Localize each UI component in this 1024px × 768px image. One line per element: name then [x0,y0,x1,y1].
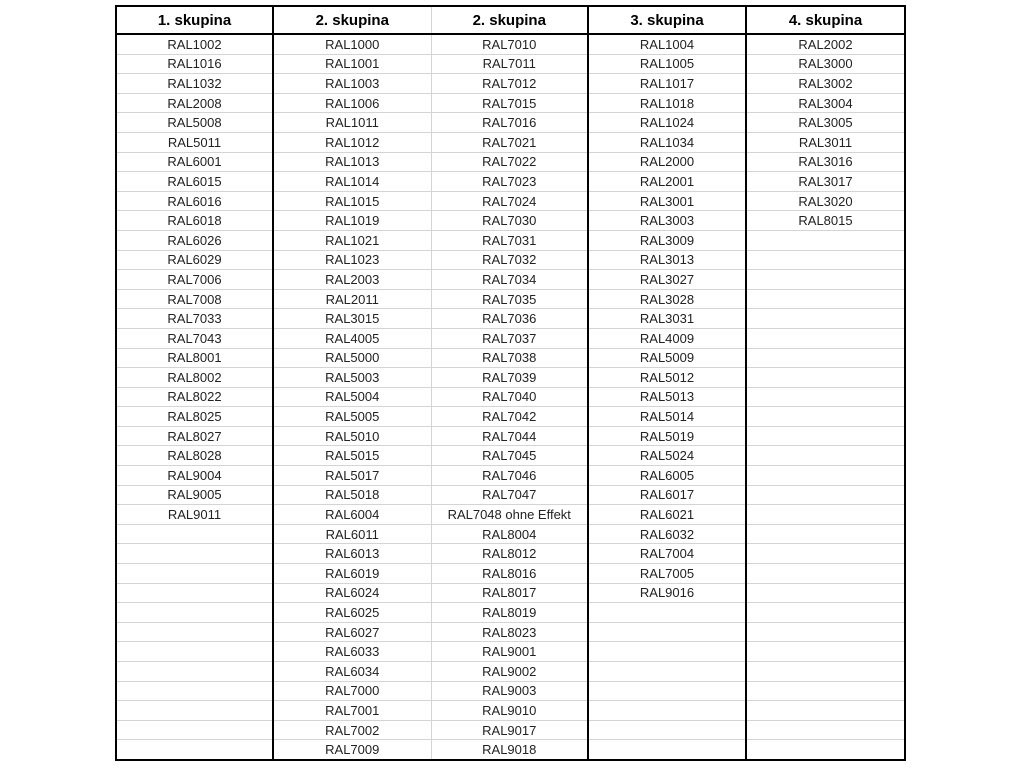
ral-cell-group-4 [746,720,905,740]
ral-cell-group-4 [746,466,905,486]
ral-cell-group-2a: RAL1001 [273,54,431,74]
ral-cell-group-2b: RAL7038 [431,348,588,368]
ral-cell-group-1: RAL8002 [116,368,273,388]
ral-cell-group-2b: RAL7023 [431,172,588,192]
ral-cell-group-4: RAL3017 [746,172,905,192]
ral-cell-group-4 [746,270,905,290]
ral-cell-group-2b: RAL7047 [431,485,588,505]
table-row [116,74,905,94]
ral-cell-group-2a: RAL6013 [273,544,431,564]
ral-cell-group-2b: RAL7024 [431,191,588,211]
ral-cell-group-3: RAL5013 [588,387,746,407]
ral-cell-group-4: RAL3004 [746,93,905,113]
table-row [116,289,905,309]
table-row [116,622,905,642]
ral-cell-group-2b: RAL8023 [431,622,588,642]
ral-cell-group-2b: RAL9001 [431,642,588,662]
ral-cell-group-3: RAL3027 [588,270,746,290]
ral-cell-group-2b: RAL7044 [431,426,588,446]
table-row [116,583,905,603]
table-row [116,54,905,74]
ral-cell-group-3: RAL2001 [588,172,746,192]
ral-cell-group-4 [746,564,905,584]
ral-cell-group-3: RAL5024 [588,446,746,466]
ral-cell-group-4: RAL2002 [746,34,905,54]
ral-cell-group-1: RAL6016 [116,191,273,211]
ral-cell-group-2a: RAL7002 [273,720,431,740]
ral-cell-group-2a: RAL1006 [273,93,431,113]
ral-cell-group-3: RAL6032 [588,524,746,544]
ral-cell-group-2a: RAL1011 [273,113,431,133]
ral-cell-group-2a: RAL4005 [273,328,431,348]
ral-cell-group-2b: RAL7010 [431,34,588,54]
ral-cell-group-3 [588,740,746,760]
ral-cell-group-4 [746,309,905,329]
ral-cell-group-1: RAL9011 [116,505,273,525]
ral-cell-group-2b: RAL9010 [431,701,588,721]
ral-cell-group-2a: RAL5003 [273,368,431,388]
ral-cell-group-4 [746,250,905,270]
ral-cell-group-2b: RAL7030 [431,211,588,231]
ral-cell-group-2b: RAL7022 [431,152,588,172]
table-row [116,93,905,113]
ral-cell-group-2a: RAL1013 [273,152,431,172]
ral-cell-group-2a: RAL5005 [273,407,431,427]
table-row [116,328,905,348]
table-row [116,505,905,525]
ral-cell-group-1: RAL1002 [116,34,273,54]
ral-cell-group-2b: RAL7045 [431,446,588,466]
ral-cell-group-2b: RAL9017 [431,720,588,740]
ral-cell-group-1: RAL8027 [116,426,273,446]
ral-cell-group-2a: RAL5018 [273,485,431,505]
ral-cell-group-3: RAL5009 [588,348,746,368]
table-row [116,642,905,662]
table-row [116,387,905,407]
ral-cell-group-2b: RAL7034 [431,270,588,290]
ral-cell-group-4 [746,230,905,250]
ral-cell-group-2a: RAL3015 [273,309,431,329]
ral-cell-group-1: RAL9005 [116,485,273,505]
ral-cell-group-2a: RAL1019 [273,211,431,231]
ral-cell-group-2a: RAL7000 [273,681,431,701]
ral-cell-group-2b: RAL7048 ohne Effekt [431,505,588,525]
ral-cell-group-3: RAL3028 [588,289,746,309]
ral-cell-group-2b: RAL7035 [431,289,588,309]
ral-cell-group-1: RAL6018 [116,211,273,231]
ral-cell-group-2a: RAL2011 [273,289,431,309]
table-row [116,407,905,427]
ral-cell-group-3: RAL4009 [588,328,746,348]
ral-cell-group-4 [746,368,905,388]
ral-cell-group-4 [746,583,905,603]
ral-cell-group-1: RAL7033 [116,309,273,329]
table-row [116,603,905,623]
ral-cell-group-2a: RAL6033 [273,642,431,662]
ral-cell-group-2b: RAL9002 [431,662,588,682]
table-row [116,720,905,740]
ral-cell-group-2b: RAL7042 [431,407,588,427]
ral-cell-group-1: RAL5011 [116,132,273,152]
ral-cell-group-1: RAL6029 [116,250,273,270]
table-row [116,172,905,192]
ral-cell-group-3 [588,662,746,682]
ral-cell-group-1 [116,740,273,760]
ral-cell-group-1: RAL9004 [116,466,273,486]
table-row [116,544,905,564]
ral-cell-group-1 [116,544,273,564]
ral-cell-group-2b: RAL7021 [431,132,588,152]
ral-cell-group-4 [746,485,905,505]
ral-cell-group-1: RAL8028 [116,446,273,466]
ral-cell-group-3: RAL7005 [588,564,746,584]
ral-cell-group-2b: RAL7039 [431,368,588,388]
ral-cell-group-1 [116,524,273,544]
ral-cell-group-1 [116,681,273,701]
ral-cell-group-1: RAL7008 [116,289,273,309]
ral-cell-group-1 [116,603,273,623]
table-row [116,34,905,54]
ral-cell-group-2a: RAL6025 [273,603,431,623]
ral-cell-group-1: RAL2008 [116,93,273,113]
ral-cell-group-2b: RAL7015 [431,93,588,113]
table-row [116,132,905,152]
ral-cell-group-1 [116,622,273,642]
ral-cell-group-2a: RAL1021 [273,230,431,250]
ral-cell-group-2b: RAL8004 [431,524,588,544]
ral-cell-group-3: RAL1017 [588,74,746,94]
header-group-4: 4. skupina [746,6,905,34]
ral-cell-group-2a: RAL6027 [273,622,431,642]
ral-cell-group-3: RAL1024 [588,113,746,133]
ral-cell-group-3: RAL1018 [588,93,746,113]
ral-cell-group-3 [588,720,746,740]
ral-cell-group-2a: RAL7009 [273,740,431,760]
ral-cell-group-1: RAL8025 [116,407,273,427]
ral-cell-group-1 [116,720,273,740]
ral-cell-group-4 [746,407,905,427]
ral-cell-group-1 [116,701,273,721]
ral-cell-group-3: RAL3031 [588,309,746,329]
ral-cell-group-4 [746,642,905,662]
table-row [116,368,905,388]
table-body [116,34,905,760]
ral-cell-group-2b: RAL7040 [431,387,588,407]
ral-cell-group-1: RAL7006 [116,270,273,290]
ral-cell-group-4 [746,544,905,564]
ral-cell-group-4 [746,740,905,760]
ral-cell-group-4 [746,348,905,368]
ral-cell-group-4 [746,387,905,407]
header-group-1: 1. skupina [116,6,273,34]
ral-cell-group-3: RAL1005 [588,54,746,74]
table-row [116,230,905,250]
ral-cell-group-4 [746,289,905,309]
ral-cell-group-2a: RAL1003 [273,74,431,94]
ral-cell-group-3: RAL1004 [588,34,746,54]
ral-cell-group-3: RAL3001 [588,191,746,211]
ral-cell-group-1: RAL7043 [116,328,273,348]
ral-cell-group-3: RAL6017 [588,485,746,505]
ral-cell-group-3: RAL7004 [588,544,746,564]
ral-cell-group-4: RAL8015 [746,211,905,231]
ral-cell-group-2a: RAL5000 [273,348,431,368]
ral-cell-group-1 [116,642,273,662]
ral-cell-group-2a: RAL1023 [273,250,431,270]
ral-cell-group-2a: RAL5010 [273,426,431,446]
ral-cell-group-2a: RAL7001 [273,701,431,721]
table-row [116,681,905,701]
ral-cell-group-3: RAL3013 [588,250,746,270]
ral-cell-group-2b: RAL8016 [431,564,588,584]
table-row [116,270,905,290]
ral-cell-group-3 [588,642,746,662]
ral-cell-group-3 [588,681,746,701]
ral-cell-group-2b: RAL7011 [431,54,588,74]
ral-cell-group-4 [746,701,905,721]
ral-cell-group-2b: RAL9003 [431,681,588,701]
ral-cell-group-2a: RAL5004 [273,387,431,407]
ral-cell-group-3: RAL5012 [588,368,746,388]
ral-cell-group-2a: RAL6011 [273,524,431,544]
ral-cell-group-3: RAL5014 [588,407,746,427]
ral-cell-group-4: RAL3016 [746,152,905,172]
ral-cell-group-2b: RAL7016 [431,113,588,133]
ral-cell-group-1: RAL6015 [116,172,273,192]
table-row [116,466,905,486]
ral-cell-group-2b: RAL8017 [431,583,588,603]
ral-cell-group-2a: RAL1015 [273,191,431,211]
ral-cell-group-4 [746,681,905,701]
ral-cell-group-2b: RAL7032 [431,250,588,270]
ral-cell-group-3: RAL3009 [588,230,746,250]
ral-cell-group-2b: RAL9018 [431,740,588,760]
ral-cell-group-1 [116,662,273,682]
ral-cell-group-4: RAL3011 [746,132,905,152]
table-row [116,524,905,544]
ral-cell-group-3: RAL9016 [588,583,746,603]
ral-cell-group-2b: RAL7036 [431,309,588,329]
ral-cell-group-3: RAL2000 [588,152,746,172]
ral-cell-group-2b: RAL7031 [431,230,588,250]
table-row [116,485,905,505]
ral-cell-group-4: RAL3002 [746,74,905,94]
ral-color-groups-table [115,5,906,761]
header-group-2b: 2. skupina [431,6,588,34]
ral-cell-group-4 [746,446,905,466]
table-row [116,211,905,231]
ral-cell-group-3: RAL6005 [588,466,746,486]
table-row [116,348,905,368]
ral-cell-group-3: RAL6021 [588,505,746,525]
ral-cell-group-4: RAL3000 [746,54,905,74]
ral-cell-group-2b: RAL7046 [431,466,588,486]
ral-cell-group-3 [588,701,746,721]
ral-cell-group-2a: RAL5015 [273,446,431,466]
table-row [116,426,905,446]
ral-cell-group-2a: RAL6034 [273,662,431,682]
header-row [116,6,905,34]
ral-cell-group-1: RAL8001 [116,348,273,368]
ral-cell-group-2a: RAL6024 [273,583,431,603]
table-row [116,113,905,133]
header-group-3: 3. skupina [588,6,746,34]
ral-cell-group-3: RAL1034 [588,132,746,152]
table-row [116,191,905,211]
ral-cell-group-2b: RAL8012 [431,544,588,564]
ral-cell-group-2a: RAL6019 [273,564,431,584]
ral-cell-group-4 [746,328,905,348]
ral-cell-group-4 [746,662,905,682]
ral-cell-group-1: RAL5008 [116,113,273,133]
ral-cell-group-1 [116,564,273,584]
ral-cell-group-2b: RAL7012 [431,74,588,94]
ral-cell-group-2a: RAL1000 [273,34,431,54]
table-row [116,740,905,760]
ral-cell-group-2a: RAL2003 [273,270,431,290]
ral-cell-group-1: RAL6001 [116,152,273,172]
ral-cell-group-2b: RAL7037 [431,328,588,348]
table-row [116,309,905,329]
header-group-2a: 2. skupina [273,6,431,34]
ral-cell-group-3 [588,603,746,623]
ral-cell-group-4: RAL3005 [746,113,905,133]
ral-cell-group-1: RAL6026 [116,230,273,250]
ral-cell-group-1: RAL1032 [116,74,273,94]
ral-cell-group-2a: RAL5017 [273,466,431,486]
ral-cell-group-3 [588,622,746,642]
ral-cell-group-3: RAL3003 [588,211,746,231]
ral-cell-group-1: RAL8022 [116,387,273,407]
ral-cell-group-4 [746,603,905,623]
ral-cell-group-2a: RAL1012 [273,132,431,152]
ral-cell-group-2a: RAL1014 [273,172,431,192]
ral-cell-group-4 [746,524,905,544]
ral-cell-group-4: RAL3020 [746,191,905,211]
ral-cell-group-1 [116,583,273,603]
ral-cell-group-4 [746,505,905,525]
table-row [116,250,905,270]
table-row [116,662,905,682]
table-row [116,152,905,172]
ral-cell-group-2a: RAL6004 [273,505,431,525]
ral-cell-group-2b: RAL8019 [431,603,588,623]
ral-cell-group-4 [746,622,905,642]
ral-cell-group-1: RAL1016 [116,54,273,74]
table-row [116,446,905,466]
table-row [116,564,905,584]
ral-cell-group-3: RAL5019 [588,426,746,446]
ral-cell-group-4 [746,426,905,446]
table-row [116,701,905,721]
